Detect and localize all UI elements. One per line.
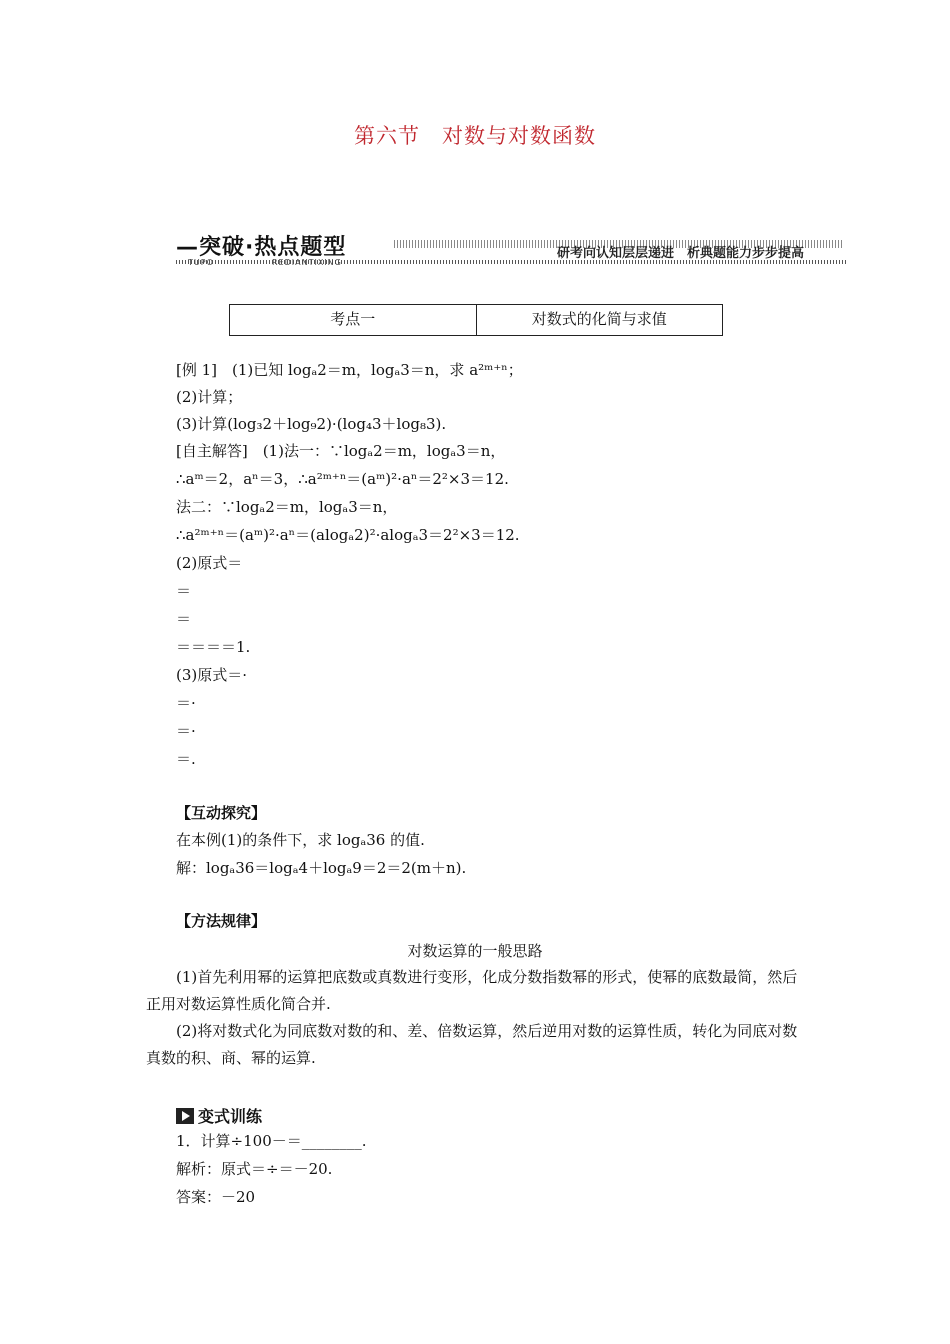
drill-question: 1．计算÷100－＝________. [176,1132,367,1150]
topic-name: 对数式的化简与求值 [476,305,723,335]
solution-line-4: ∴a²ᵐ⁺ⁿ＝(aᵐ)²·aⁿ＝(alogₐ2)²·alogₐ3＝2²×3＝12. [176,526,520,544]
drill-heading-row [176,1104,262,1127]
explore-answer: 解：logₐ36＝logₐ4＋logₐ9＝2＝2(m＋n). [176,859,467,877]
topic-table [229,304,723,336]
solution-line-6: ＝ [176,582,192,600]
solution-line-11: ＝· [176,722,196,740]
solution-line-9: (3)原式＝· [176,666,248,684]
solution-line-12: ＝. [176,750,196,768]
method-paragraph-1: (1)首先利用幂的运算把底数或真数进行变形，化成分数指数幂的形式，使幂的底数最简，然后正用对数运算性质化简合并. [146,968,798,1013]
example-line-1: [例 1] (1)已知 logₐ2＝m，logₐ3＝n，求 a²ᵐ⁺ⁿ； [176,361,523,379]
solution-line-2: ∴aᵐ＝2，aⁿ＝3，∴a²ᵐ⁺ⁿ＝(aᵐ)²·aⁿ＝2²×3＝12. [176,470,509,488]
solution-line-10: ＝· [176,694,196,712]
drill-answer: 答案：－20 [176,1188,256,1206]
banner-slogan: 研考向认知层层递进 析典题能力步步提高 [556,246,804,261]
banner-sub-pinyin-1: TUPO [188,258,214,267]
topic-number: 考点一 [330,310,376,328]
solution-line-8: ＝＝＝＝1. [176,638,251,656]
drill-heading: 变式训练 [198,1107,263,1126]
explore-question: 在本例(1)的条件下，求 logₐ36 的值. [176,831,425,849]
solution-line-3: 法二：∵logₐ2＝m，logₐ3＝n， [176,498,398,516]
example-line-3: (3)计算(log₃2＋log₉2)·(log₄3＋log₈3). [176,415,447,433]
method-heading: 【方法规律】 [176,912,267,930]
method-subtitle: 对数运算的一般思路 [407,942,543,960]
drill-analysis: 解析：原式＝÷＝－20. [176,1160,333,1178]
solution-line-5: (2)原式＝ [176,554,243,572]
banner-sub-pinyin-2: REDIANTIXING [272,258,342,267]
banner-title: —突破·热点题型 [176,235,347,260]
example-line-2: (2)计算； [176,388,243,406]
method-paragraph-2: (2)将对数式化为同底数对数的和、差、倍数运算，然后逆用对数的运算性质，转化为同底对数真数的积、商、幂的运算. [146,1022,798,1067]
solution-line-1: [自主解答] (1)法一：∵logₐ2＝m，logₐ3＝n， [176,442,506,460]
page-title: 第六节 对数与对数函数 [354,124,596,148]
solution-line-7: ＝ [176,610,192,628]
play-icon [176,1108,194,1124]
section-banner [176,230,848,270]
explore-heading: 【互动探究】 [176,804,267,822]
